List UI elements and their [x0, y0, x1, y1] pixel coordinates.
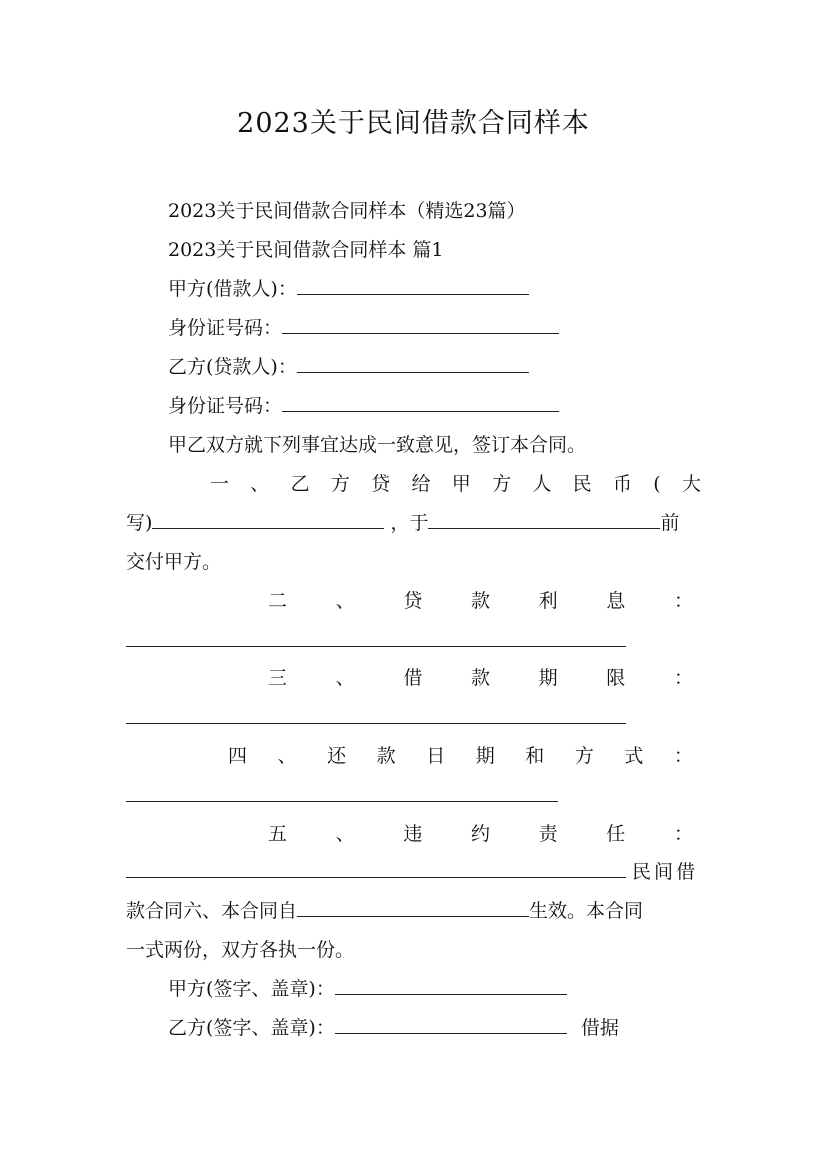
- clause-5-char: 责: [538, 823, 558, 845]
- effective-date-blank: [297, 896, 529, 917]
- amount-blank: [152, 508, 384, 529]
- clause-4-char: 式: [624, 745, 644, 767]
- party-b-label: 乙方(贷款人)：: [168, 356, 297, 378]
- clause-5-text: 款合同六、本合同自: [126, 900, 298, 922]
- term-blank: [126, 723, 626, 724]
- clause-5-line-2: [126, 857, 701, 887]
- clause-1-char: 民: [572, 473, 592, 495]
- clause-2-char: 二: [268, 590, 288, 612]
- clause-1-char: 贷: [371, 473, 391, 495]
- clause-5-char: 五: [268, 823, 288, 845]
- clause-3-char: 借: [403, 667, 423, 689]
- clause-3-char: 款: [470, 667, 490, 689]
- clause-1-char: 人: [532, 473, 552, 495]
- party-b-field: [168, 352, 701, 382]
- interest-blank: [126, 646, 626, 647]
- clause-1-char: 大: [681, 473, 701, 495]
- signature-party-a: [168, 974, 701, 1004]
- id-a-label: 身份证号码：: [168, 317, 283, 339]
- clause-1-line-3: 交付甲方。: [126, 551, 222, 573]
- clause-4-char: ：: [673, 745, 693, 767]
- clause-4-char: 四: [228, 745, 248, 767]
- clause-1-char: 方: [492, 473, 512, 495]
- clause-3-char: 限: [606, 667, 626, 689]
- clause-4-char: 期: [475, 745, 495, 767]
- clause-2-char: 款: [470, 590, 490, 612]
- clause-1-text: 写): [126, 512, 153, 534]
- clause-3-char: 三: [268, 667, 288, 689]
- clause-1-char: (: [653, 473, 661, 495]
- clause-2-char: 利: [538, 590, 558, 612]
- clause-5-char: 约: [470, 823, 490, 845]
- clause-4-char: 、: [277, 745, 297, 767]
- clause-5-line-3: [126, 896, 701, 926]
- clause-5-char: 违: [403, 823, 423, 845]
- document-title: 2023关于民间借款合同样本: [237, 108, 590, 139]
- clause-4-char: 还: [327, 745, 347, 767]
- chapter-heading: 2023关于民间借款合同样本 篇1: [168, 239, 444, 261]
- id-a-field: [168, 313, 701, 343]
- signature-party-b-label: 乙方(签字、盖章)：: [168, 1017, 335, 1039]
- party-a-field: [168, 274, 701, 304]
- clause-1-char: 币: [612, 473, 632, 495]
- clause-5-text: 生效。本合同: [529, 900, 644, 922]
- clause-1-char: 给: [411, 473, 431, 495]
- signature-party-b-blank: [335, 1013, 567, 1034]
- id-b-label: 身份证号码：: [168, 395, 283, 417]
- clause-3-char: 期: [538, 667, 558, 689]
- clause-4-char: 款: [376, 745, 396, 767]
- clause-5-char: 任: [606, 823, 626, 845]
- clause-4-char: 方: [574, 745, 594, 767]
- clause-1-text: ，于: [390, 512, 429, 534]
- id-a-blank: [282, 313, 559, 334]
- clause-5-text: 民间借: [632, 861, 699, 883]
- clause-1-char: 、: [250, 473, 270, 495]
- clause-1-line-2: [126, 508, 701, 538]
- liability-blank: [126, 857, 626, 878]
- clause-2-char: 、: [335, 590, 355, 612]
- party-a-label: 甲方(借款人)：: [168, 278, 297, 300]
- party-a-blank: [297, 274, 529, 295]
- signature-party-a-label: 甲方(签字、盖章)：: [168, 978, 335, 1000]
- clause-1-char: 方: [330, 473, 350, 495]
- clause-3-line-1: [268, 663, 693, 693]
- id-b-field: [168, 391, 701, 421]
- subtitle: 2023关于民间借款合同样本（精选23篇）: [168, 200, 526, 222]
- clause-1-char: 乙: [290, 473, 310, 495]
- clause-5-line-1: [268, 819, 693, 849]
- clause-3-char: ：: [673, 667, 693, 689]
- clause-5-line-4: 一式两份，双方各执一份。: [126, 939, 355, 961]
- clause-1-char: 甲: [451, 473, 471, 495]
- clause-1-text: 前: [660, 512, 680, 534]
- signature-party-b: [168, 1013, 701, 1043]
- clause-1-char: 一: [210, 473, 230, 495]
- id-b-blank: [282, 391, 559, 412]
- clause-1-line-1: [210, 469, 701, 499]
- clause-2-line-1: [268, 586, 693, 616]
- party-b-blank: [297, 352, 529, 373]
- clause-2-char: 贷: [403, 590, 423, 612]
- clause-3-char: 、: [335, 667, 355, 689]
- signature-party-a-blank: [335, 974, 567, 995]
- iou-heading: 借据: [580, 1017, 619, 1039]
- clause-4-char: 和: [525, 745, 545, 767]
- clause-4-line-1: [228, 741, 693, 771]
- clause-2-char: 息: [606, 590, 626, 612]
- clause-4-char: 日: [426, 745, 446, 767]
- date-blank: [428, 508, 660, 529]
- clause-5-char: 、: [335, 823, 355, 845]
- clause-2-char: ：: [673, 590, 693, 612]
- agreement-statement: 甲乙双方就下列事宜达成一致意见，签订本合同。: [168, 434, 587, 456]
- clause-5-char: ：: [673, 823, 693, 845]
- repayment-blank: [126, 801, 558, 802]
